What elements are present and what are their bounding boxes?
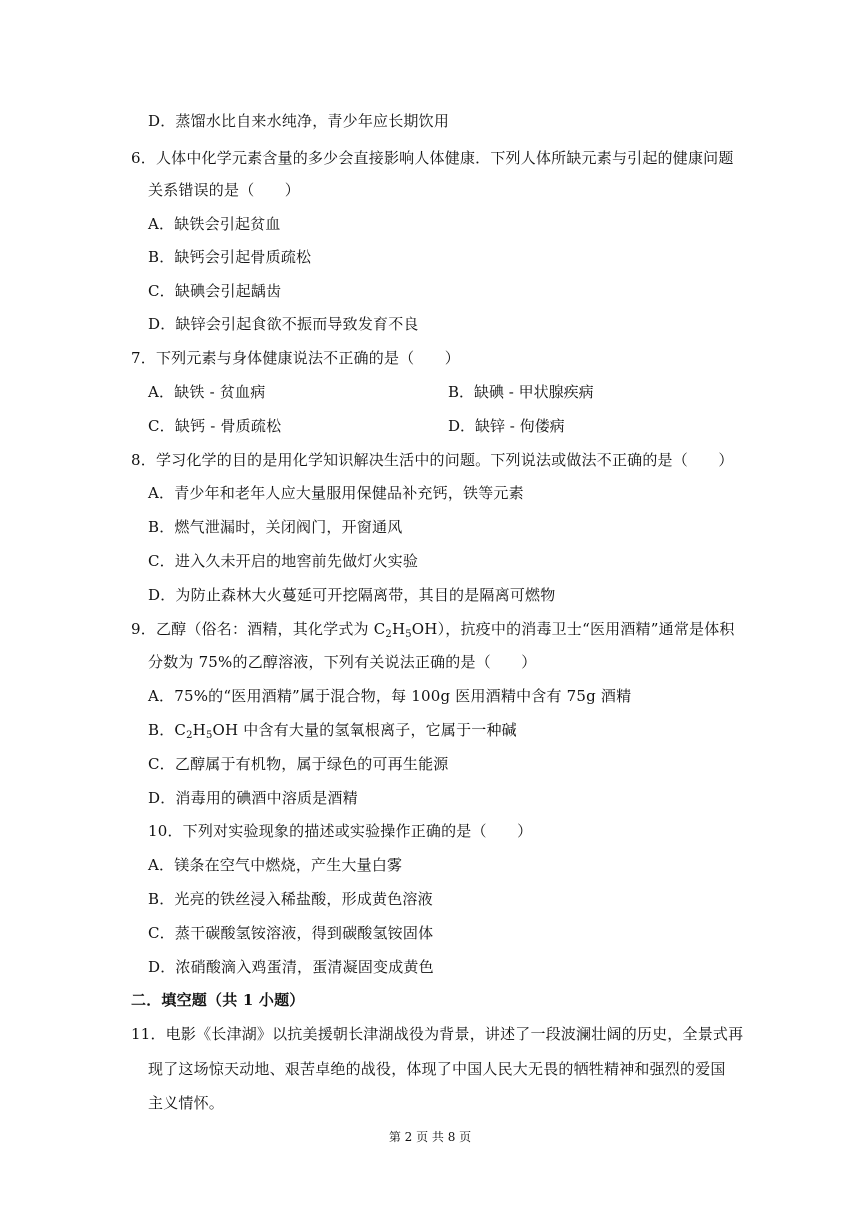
q7-option-a: A．缺铁 - 贫血病	[148, 383, 266, 401]
q9-stem-text-2: H	[391, 620, 406, 638]
q6-option-b: B．缺钙会引起骨质疏松	[148, 248, 312, 266]
q8-option-b: B．燃气泄漏时，关闭阀门，开窗通风	[148, 518, 403, 536]
q9-stem-cont: 分数为 75%的乙醇溶液，下列有关说法正确的是（ ）	[148, 653, 537, 671]
q9-b-subscript-5: 5	[205, 730, 213, 741]
q8-option-d: D．为防止森林大火蔓延可开挖隔离带，其目的是隔离可燃物	[148, 586, 556, 604]
q9-b-text-2: H	[192, 721, 206, 739]
q6-option-c: C．缺碘会引起龋齿	[148, 282, 282, 300]
q10-option-d: D．浓硝酸滴入鸡蛋清，蛋清凝固变成黄色	[148, 958, 434, 976]
q6-stem: 6．人体中化学元素含量的多少会直接影响人体健康．下列人体所缺元素与引起的健康问题	[131, 149, 734, 167]
q9-subscript-5: 5	[405, 629, 412, 640]
q9-stem-text-1: 9．乙醇（俗名：酒精，其化学式为 C	[131, 620, 386, 638]
q9-stem-text-3: OH），抗疫中的消毒卫士“医用酒精”通常是体积	[411, 620, 735, 638]
q9-b-subscript-2: 2	[186, 730, 193, 741]
q9-option-d: D．消毒用的碘酒中溶质是酒精	[148, 789, 358, 807]
q10-option-b: B．光亮的铁丝浸入稀盐酸，形成黄色溶液	[148, 890, 433, 908]
section-heading-fill-in: 二．填空题（共 1 小题）	[131, 991, 305, 1009]
q6-option-d: D．缺锌会引起食欲不振而导致发育不良	[148, 315, 419, 333]
q7-stem: 7．下列元素与身体健康说法不正确的是（ ）	[131, 349, 460, 367]
q10-option-a: A．镁条在空气中燃烧，产生大量白雾	[148, 856, 403, 874]
q9-b-text-1: B．C	[148, 721, 187, 739]
q6-stem-cont: 关系错误的是（ ）	[148, 181, 301, 199]
q10-stem: 10．下列对实验现象的描述或实验操作正确的是（ ）	[148, 822, 533, 840]
q7-option-c: C．缺钙 - 骨质疏松	[148, 417, 282, 435]
q11-stem-cont-1: 现了这场惊天动地、艰苦卓绝的战役，体现了中国人民大无畏的牺牲精神和强烈的爱国	[148, 1060, 726, 1078]
q8-stem: 8．学习化学的目的是用化学知识解决生活中的问题。下列说法或做法不正确的是（ ）	[131, 451, 734, 469]
q9-stem	[131, 619, 735, 645]
q11-stem: 11．电影《长津湖》以抗美援朝长津湖战役为背景，讲述了一段波澜壮阔的历史，全景式再	[131, 1025, 744, 1043]
q9-option-a: A．75%的“医用酒精”属于混合物，每 100g 医用酒精中含有 75g 酒精	[148, 687, 632, 705]
q8-option-a: A．青少年和老年人应大量服用保健品补充钙，铁等元素	[148, 484, 524, 502]
q9-subscript-2: 2	[385, 629, 392, 640]
q10-option-c: C．蒸干碳酸氢铵溶液，得到碳酸氢铵固体	[148, 924, 434, 942]
q7-option-d: D．缺锌 - 佝偻病	[448, 417, 565, 435]
q6-option-a: A．缺铁会引起贫血	[148, 215, 281, 233]
q8-option-c: C．进入久未开启的地窖前先做灯火实验	[148, 552, 419, 570]
q9-option-c: C．乙醇属于有机物，属于绿色的可再生能源	[148, 755, 449, 773]
q5-option-d: D．蒸馏水比自来水纯净，青少年应长期饮用	[148, 112, 450, 130]
page-footer: 第 2 页 共 8 页	[388, 1130, 472, 1144]
q9-option-b	[148, 720, 517, 746]
q9-b-text-3: OH 中含有大量的氢氧根离子，它属于一种碱	[212, 721, 517, 739]
q11-stem-cont-2: 主义情怀。	[148, 1094, 225, 1112]
q7-option-b: B．缺碘 - 甲状腺疾病	[448, 383, 594, 401]
